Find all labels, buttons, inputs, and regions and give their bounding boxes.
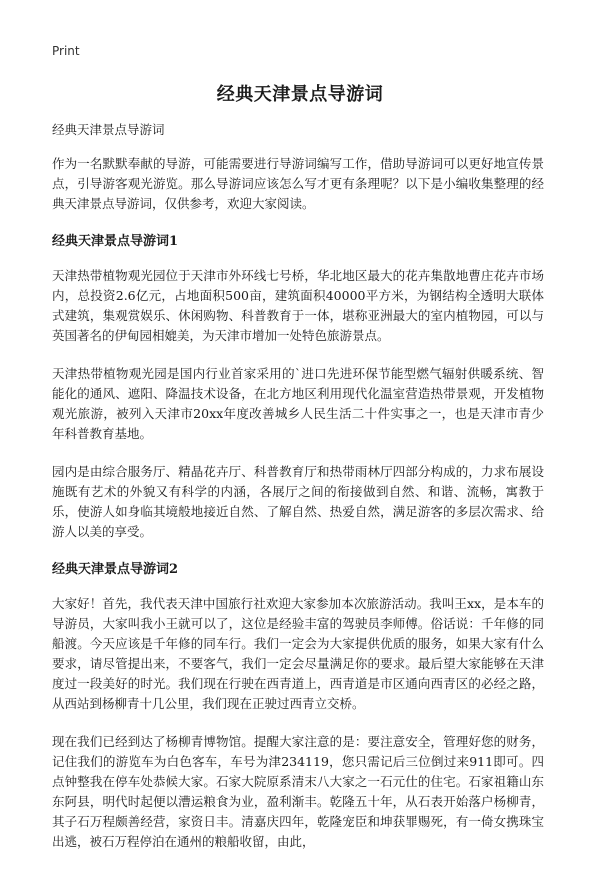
section-2-paragraph-1: 大家好！首先，我代表天津中国旅行社欢迎大家参加本次旅游活动。我叫王xx，是本车的导游员，大家叫我小王就可以了，这位是经验丰富的驾驶员李师傅。俗话说：千年修的同船渡。今天应该是千年修的同车行。我们一定会为大家提供优质的服务，如果大家有什么要求，请尽管提出来，不要客气，我们一定会尽量满足你的要求。最后望大家能够在天津度过一段美好的时光。我们现在行驶在西青道上，西青道是市区通向西青区的必经之路，从西站到杨柳青十几公里，我们现在正驶过西青立交桥。 <box>52 596 544 711</box>
document-title: 经典天津景点导游词 <box>216 84 384 105</box>
document-body <box>52 120 544 870</box>
section-2-paragraph-2: 现在我们已经到达了杨柳青博物馆。提醒大家注意的是：要注意安全，管理好您的财务，记住我们的游览车为白色客车，车号为津234119，您只需记后三位倒过来911即可。四点钟整我在停车处恭候大家。石家大院原系清末八大家之一石元仕的住宅。石家祖籍山东东阿县，明代时起便以漕运粮食为业，盈利渐丰。乾隆五十年，从石表开始落户杨柳青，其子石万程颇善经营，家资日丰。清嘉庆四年，乾隆宠臣和坤获罪赐死，有一倚女携珠宝出逃，被石万程停泊在通州的粮船收留，由此， <box>52 734 544 849</box>
section-1-paragraph-2: 天津热带植物观光园是国内行业首家采用的`进口先进环保节能型燃气辐射供暖系统、智能化的通风、遮阳、降温技术设备，在北方地区利用现代化温室营造热带景观，开发植物观光旅游，被列入天津市20xx年度改善城乡人民生活二十件实事之一，也是天津市青少年科普教育基地。 <box>52 366 544 441</box>
section-1-paragraph-1: 天津热带植物观光园位于天津市外环线七号桥，华北地区最大的花卉集散地曹庄花卉市场内，总投资2.6亿元，占地面积500亩，建筑面积40000平方米，为钢结构全透明大联体式建筑，集观赏娱乐、休闲购物、科普教育于一体，堪称亚洲最大的室内植物园，可以与英国著名的伊甸园相媲美，为天津市增加一处特色旅游景点。 <box>52 268 544 343</box>
section-heading-2: 经典天津景点导游词2 <box>52 562 179 577</box>
print-link[interactable]: Print <box>52 44 80 58</box>
document-subtitle: 经典天津景点导游词 <box>52 122 165 137</box>
section-1-paragraph-3: 园内是由综合服务厅、精晶花卉厅、科普教育厅和热带雨林厅四部分构成的，力求布展设施既有艺术的外貌又有科学的内涵，各展厅之间的衔接做到自然、和谐、流畅，寓教于乐，使游人如身临其境般地接近自然、了解自然、热爱自然，满足游客的多层次需求、给游人以美的享受。 <box>52 464 544 539</box>
section-heading-1: 经典天津景点导游词1 <box>52 234 179 249</box>
intro-paragraph: 作为一名默默奉献的导游，可能需要进行导游词编写工作，借助导游词可以更好地宣传景点，引导游客观光游览。那么导游词应该怎么写才更有条理呢？以下是小编收集整理的经典天津景点导游词，仅供参考，欢迎大家阅读。 <box>52 156 544 211</box>
